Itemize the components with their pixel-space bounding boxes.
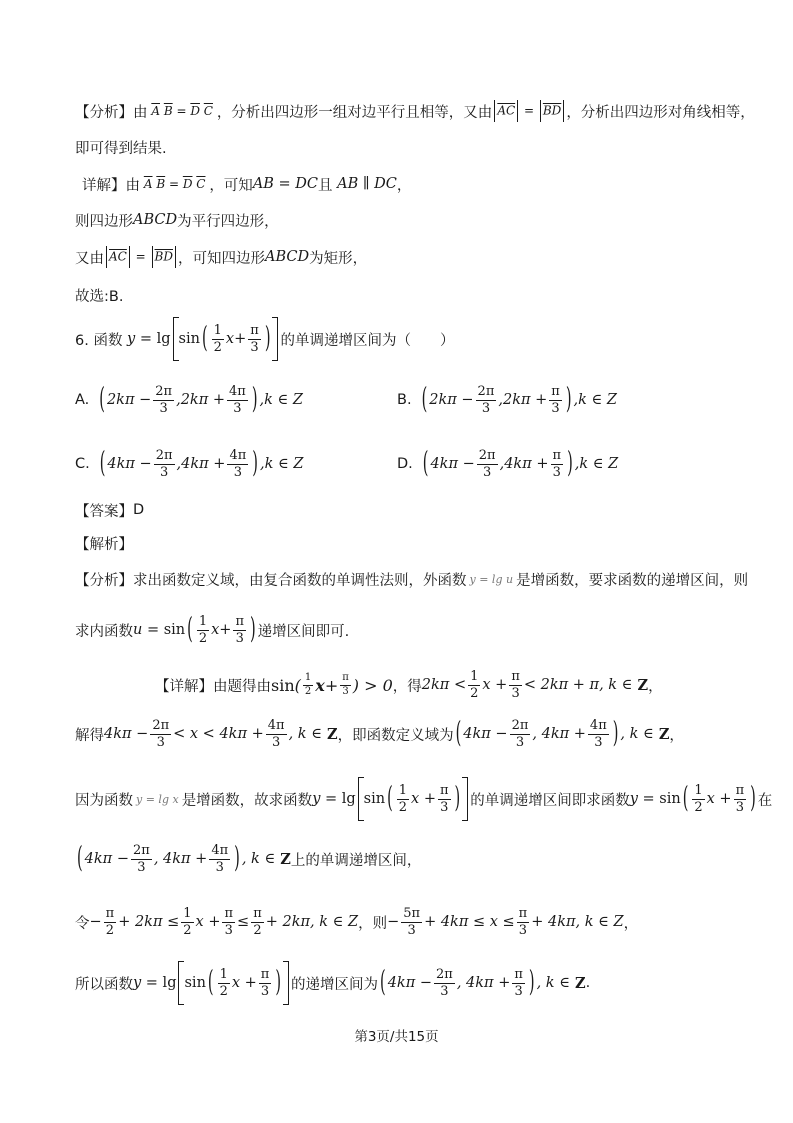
question-function: y = lg sin ( $\frac{1}{2}$ x + $\frac{\pi}{3}$ ): [122, 317, 280, 361]
abs-vector-equation: AC = BD: [104, 246, 178, 268]
detail-text: 在: [757, 792, 773, 809]
option-b: [397, 377, 617, 423]
option-a: [75, 377, 303, 423]
analysis-text: 即可得到结果.: [75, 140, 167, 157]
option-term: 4kπ: [504, 456, 532, 472]
option-num: 2π: [478, 447, 496, 463]
detail-line-2: [75, 209, 279, 231]
analysis-tag: 【分析】: [75, 104, 133, 121]
answer-line: [75, 500, 144, 520]
detail-text: ，可知: [209, 177, 253, 194]
option-letter: C.: [75, 456, 90, 472]
option-letter: A.: [75, 392, 90, 408]
detail-line-1: [82, 172, 411, 196]
option-num: π: [551, 383, 560, 399]
option-d: [397, 441, 618, 487]
parallel-relation: AB ∥ DC: [332, 176, 397, 192]
option-den: 3: [481, 400, 491, 416]
option-den: 3: [551, 400, 560, 416]
analysis-line-2: [75, 137, 167, 157]
analysis-text: ，分析出四边形一组对边平行且相等，又由: [216, 104, 493, 121]
question-tail: 的单调递增区间为（ ）: [280, 332, 455, 349]
detail-text: 且: [318, 177, 333, 194]
solution-tag: 【解析】: [75, 536, 133, 553]
option-c: [75, 441, 303, 487]
option-interval: ( 4kπ − $\frac{2\pi}{3}$ , 4kπ + $\frac{\pi}{3}$ ) ,k ∈ Z: [422, 447, 619, 480]
option-interval: ( 2kπ − $\frac{2\pi}{3}$ , 2kπ + $\frac{4\pi}{3}$ ) ,k ∈ Z: [99, 383, 303, 416]
abs-vector-equation: AC = BD: [492, 100, 566, 122]
option-den: 3: [233, 400, 242, 416]
detail-text: 又由: [75, 250, 104, 267]
detail-text: .: [585, 975, 591, 991]
analysis-text: 是增函数，要求函数的递增区间，则: [516, 572, 749, 589]
detail-text: 由: [125, 177, 140, 194]
option-term: 2kπ: [106, 392, 135, 408]
analysis-text: ，分析出四边形对角线相等，: [566, 104, 755, 121]
option-term: 4kπ: [430, 456, 458, 472]
solution-detail-3: [75, 774, 772, 824]
option-den: 3: [483, 464, 492, 480]
solution-analysis-2: [75, 607, 349, 653]
domain-interval: ( 4kπ − $\frac{2\pi}{3}$ , 4kπ + $\frac{4\pi}{3}$ ) , k ∈ Z: [455, 717, 670, 750]
option-num: 2π: [477, 383, 495, 399]
detail-text: 的递增区间为: [291, 976, 379, 993]
option-term: 4kπ: [107, 456, 135, 472]
solution-detail-6: [75, 958, 590, 1008]
vector-equation: A B = D C: [151, 104, 213, 118]
quadrilateral-name: ABCD: [265, 249, 310, 265]
option-interval: ( 4kπ − $\frac{2\pi}{3}$ , 4kπ + $\frac{4\pi}{3}$ ) ,k ∈ Z: [99, 447, 304, 480]
analysis-text: 求出函数定义域，由复合函数的单调性法则，外函数: [133, 572, 467, 589]
detail-text: 是增函数，故求函数: [181, 792, 313, 809]
detail-text: 解得: [75, 727, 104, 744]
option-interval: ( 2kπ − $\frac{2\pi}{3}$ , 2kπ + $\frac{\pi}{3}$ ) ,k ∈ Z: [421, 383, 617, 416]
sin-condition: sin ( $\frac{1}{2}$ x + $\frac{\pi}{3}$ ) > 0: [271, 672, 393, 697]
detail-text: ，: [669, 727, 684, 744]
option-num: π: [552, 447, 562, 463]
option-letter: D.: [397, 456, 413, 472]
detail-text: ，则: [358, 915, 388, 932]
solution-detail-5: [75, 899, 638, 945]
quadrilateral-name: ABCD: [133, 212, 178, 228]
analysis-line-1: [75, 98, 755, 124]
analysis-text: 由: [133, 104, 148, 121]
analysis-text: 递增区间即可.: [257, 623, 350, 640]
length-equation: AB = DC: [252, 176, 319, 192]
option-k-domain: ,k ∈ Z: [259, 456, 304, 472]
solution-detail-4: [75, 836, 421, 882]
detail-text: 因为函数: [75, 792, 133, 809]
option-term: 2kπ: [502, 392, 531, 408]
final-interval: ( 4kπ − $\frac{2\pi}{3}$ , 4kπ + $\frac{\pi}{3}$ ) , k ∈ Z: [380, 966, 586, 999]
detail-text: 为矩形，: [309, 250, 368, 267]
detail-text: ，可知四边形: [178, 250, 265, 267]
analysis-tag: 【分析】: [75, 572, 133, 589]
option-term: 2kπ: [180, 392, 209, 408]
detail-text: ，: [648, 678, 663, 695]
page-footer: 第3页/共15页: [354, 1029, 439, 1045]
answer-value: D: [133, 502, 145, 518]
solution-detail-2: [75, 711, 684, 757]
composite-function: y = lg sin ( $\frac{1}{2}$ x + $\frac{\pi}{3}$ ): [133, 961, 291, 1005]
detail-tag: 详解】: [82, 177, 126, 194]
detail-line-3: [75, 244, 367, 270]
solution-heading: [75, 533, 133, 553]
vector-equation: A B = D C: [143, 177, 206, 191]
detail-text: ，得: [392, 678, 422, 695]
option-num: 2π: [155, 447, 173, 463]
option-term: 2kπ: [429, 392, 457, 408]
detail-text: ，: [396, 177, 412, 194]
detail-text: 由题得由: [213, 678, 271, 695]
option-k-domain: ,k ∈ Z: [573, 392, 617, 408]
option-den: 3: [159, 464, 169, 480]
solution-analysis-1: [75, 568, 748, 590]
detail-text: 则四边形: [75, 213, 133, 230]
option-num: 4π: [229, 383, 246, 399]
detail-text: 为平行四边形，: [177, 213, 279, 230]
detail-text: 的单调递增区间即求函数: [470, 792, 630, 809]
detail-text: 令: [75, 915, 90, 932]
option-k-domain: ,k ∈ Z: [259, 392, 303, 408]
detail-text: ，: [623, 915, 639, 932]
inner-function: y = sin ( $\frac{1}{2}$ x + $\frac{\pi}{3}$ ): [629, 782, 756, 815]
monotonic-condition: − $\frac{\pi}{2}$ + 2kπ ≤ $\frac{1}{2}$ x + $\frac{\pi}{3}$ ≤ $\frac{\pi}{2}$ + 2kπ, k ∈ Z: [89, 905, 359, 938]
detail-text: 故选:B.: [75, 288, 124, 305]
detail-tag: 【详解】: [155, 678, 213, 695]
domain-interval: ( 4kπ − $\frac{2\pi}{3}$ , 4kπ + $\frac{4\pi}{3}$ ) , k ∈ Z: [77, 842, 291, 875]
question-number: 6. 函数: [75, 332, 123, 349]
outer-function: y = lg x: [136, 792, 179, 806]
composite-function: y = lg sin ( $\frac{1}{2}$ x + $\frac{\pi}{3}$ ): [312, 777, 470, 821]
domain-inequality: 4kπ − $\frac{2\pi}{3}$ < x < 4kπ + $\frac{4\pi}{3}$ , k ∈ Z: [104, 717, 338, 750]
question-6-stem: [75, 315, 454, 363]
outer-function: y = lg u: [469, 572, 514, 586]
option-den: 3: [233, 464, 243, 480]
detail-text: 所以函数: [75, 976, 133, 993]
option-term: 4kπ: [181, 456, 209, 472]
option-letter: B.: [397, 392, 412, 408]
detail-text: ，即函数定义域为: [337, 727, 454, 744]
detail-text: 上的单调递增区间，: [290, 852, 422, 869]
option-den: 3: [159, 400, 168, 416]
option-den: 3: [552, 464, 561, 480]
analysis-text: 求内函数: [75, 623, 133, 640]
solution-detail-1: [155, 668, 663, 702]
inequality: 2kπ < $\frac{1}{2}$ x + $\frac{\pi}{3}$ < 2kπ + π, k ∈ Z: [421, 668, 649, 701]
inner-function: u = sin ( $\frac{1}{2}$ x + $\frac{\pi}{3}$ ): [133, 613, 256, 646]
answer-tag: 【答案】: [75, 503, 133, 520]
option-num: 4π: [229, 447, 247, 463]
detail-line-4: [75, 285, 123, 305]
option-k-domain: ,k ∈ Z: [574, 456, 619, 472]
solved-inequality: − $\frac{5\pi}{3}$ + 4kπ ≤ x ≤ $\frac{\pi}{3}$ + 4kπ, k ∈ Z: [387, 905, 624, 938]
option-num: 2π: [155, 383, 173, 399]
